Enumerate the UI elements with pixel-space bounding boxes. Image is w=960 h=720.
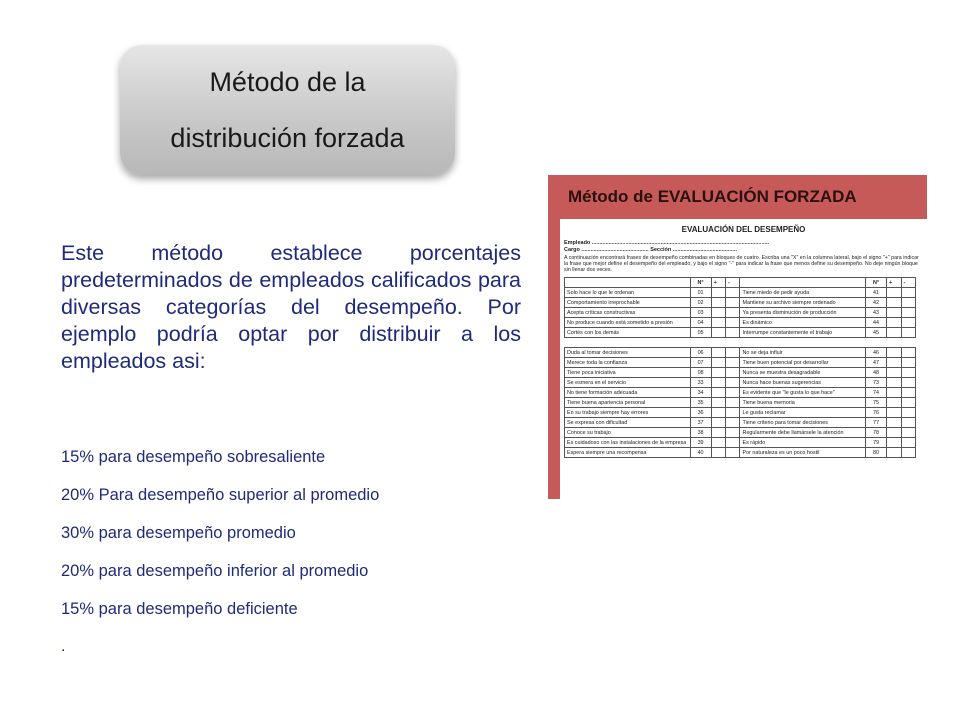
minus-cell bbox=[726, 368, 740, 378]
phrase-cell: Tiene poca iniciativa bbox=[565, 368, 691, 378]
minus-cell bbox=[901, 288, 915, 298]
minus-cell bbox=[901, 328, 915, 338]
plus-cell bbox=[711, 448, 725, 458]
phrase-cell: No se deja influir bbox=[740, 348, 866, 358]
table-row bbox=[565, 318, 916, 328]
phrase-cell: Nunca hace buenas sugerencias bbox=[740, 378, 866, 388]
number-cell: 34 bbox=[690, 388, 711, 398]
phrase-cell: Se esmera en el servicio bbox=[565, 378, 691, 388]
plus-cell bbox=[711, 318, 725, 328]
plus-cell bbox=[887, 368, 901, 378]
cargo-label: Cargo bbox=[564, 247, 580, 253]
phrase-cell: Comportamiento irreprochable bbox=[565, 298, 691, 308]
number-cell: 78 bbox=[866, 428, 887, 438]
phrase-cell: Ya presenta disminución de producción bbox=[740, 308, 866, 318]
minus-cell bbox=[726, 298, 740, 308]
minus-cell bbox=[726, 378, 740, 388]
number-cell: 05 bbox=[690, 328, 711, 338]
number-cell: 07 bbox=[690, 358, 711, 368]
minus-cell bbox=[726, 308, 740, 318]
empleado-row: Empleado .................................................................................................................... bbox=[564, 240, 770, 246]
title-line-1: Método de la bbox=[209, 67, 366, 97]
plus-cell bbox=[711, 328, 725, 338]
number-cell: 40 bbox=[690, 448, 711, 458]
table-row bbox=[565, 358, 916, 368]
number-cell: 80 bbox=[866, 448, 887, 458]
phrase-cell: Es cuidadoso con las instalaciones de la empresa bbox=[565, 438, 691, 448]
number-cell: 45 bbox=[866, 328, 887, 338]
number-cell: 03 bbox=[690, 308, 711, 318]
minus-cell bbox=[901, 348, 915, 358]
plus-cell bbox=[711, 428, 725, 438]
table-row bbox=[565, 408, 916, 418]
number-cell: 77 bbox=[866, 418, 887, 428]
table-row bbox=[565, 388, 916, 398]
phrase-cell: Tiene buen potencial por desarrollar bbox=[740, 358, 866, 368]
minus-cell bbox=[726, 408, 740, 418]
minus-cell bbox=[901, 358, 915, 368]
number-cell: 47 bbox=[866, 358, 887, 368]
spacer-cell bbox=[565, 338, 916, 348]
plus-cell bbox=[711, 368, 725, 378]
plus-cell bbox=[887, 378, 901, 388]
number-cell: 43 bbox=[866, 308, 887, 318]
number-cell: 79 bbox=[866, 438, 887, 448]
table-row bbox=[565, 448, 916, 458]
plus-cell bbox=[711, 438, 725, 448]
minus-cell bbox=[726, 398, 740, 408]
plus-cell bbox=[711, 408, 725, 418]
phrase-cell: Merece toda la confianza bbox=[565, 358, 691, 368]
minus-cell bbox=[901, 428, 915, 438]
seccion-label: Sección bbox=[650, 247, 672, 253]
minus-cell bbox=[901, 398, 915, 408]
table-row bbox=[565, 368, 916, 378]
minus-cell bbox=[901, 308, 915, 318]
phrase-cell: Regularmente debe llamársele la atención bbox=[740, 428, 866, 438]
cargo-row: Cargo ............................................ Sección .......................................... bbox=[564, 247, 737, 253]
title-line-2: distribución forzada bbox=[170, 123, 405, 153]
table-row bbox=[565, 288, 916, 298]
list-item: 15% para desempeño deficiente bbox=[61, 600, 298, 618]
number-cell: 35 bbox=[690, 398, 711, 408]
number-cell: 01 bbox=[690, 288, 711, 298]
intro-paragraph: Este método establece porcentajes predeterminados de empleados calificados para diversas categorías del desempeño. Por ejemplo podría optar por distribuir a los empleados asi: bbox=[61, 241, 521, 373]
number-cell: 76 bbox=[866, 408, 887, 418]
instructions: A continuación encontrará frases de desempeño combinadas en bloques de cuatro. Escriba una "X" en la columna lateral, bajo el signo "+" para indicar la frase que mejor define el desempeño del empleado, y bajo el signo "-" para indicar la frase que menos define su desempeño. No deje ningún bloque sin llenar dos veces. bbox=[564, 255, 919, 273]
plus-cell bbox=[887, 408, 901, 418]
minus-cell bbox=[726, 288, 740, 298]
minus-cell bbox=[901, 318, 915, 328]
minus-cell bbox=[901, 418, 915, 428]
table-row bbox=[565, 418, 916, 428]
table-row bbox=[565, 298, 916, 308]
plus-cell bbox=[887, 438, 901, 448]
table-header-row bbox=[565, 278, 916, 288]
title-box bbox=[120, 45, 455, 175]
form-header: Método de EVALUACIÓN FORZADA bbox=[568, 187, 857, 206]
evaluation-sheet bbox=[560, 219, 927, 499]
sheet-title: EVALUACIÓN DEL DESEMPEÑO bbox=[681, 225, 806, 234]
header-cell: N° bbox=[866, 278, 887, 288]
number-cell: 75 bbox=[866, 398, 887, 408]
minus-cell bbox=[726, 428, 740, 438]
phrase-cell: Por naturaleza es un poco hostil bbox=[740, 448, 866, 458]
table-row bbox=[565, 438, 916, 448]
phrase-cell: No tiene formación adecuada bbox=[565, 388, 691, 398]
number-cell: 04 bbox=[690, 318, 711, 328]
evaluation-table bbox=[564, 277, 916, 458]
minus-cell bbox=[901, 438, 915, 448]
minus-cell bbox=[901, 298, 915, 308]
plus-cell bbox=[711, 378, 725, 388]
number-cell: 08 bbox=[690, 368, 711, 378]
phrase-cell: Es rápido bbox=[740, 438, 866, 448]
plus-cell bbox=[711, 358, 725, 368]
minus-cell bbox=[726, 448, 740, 458]
plus-cell bbox=[711, 308, 725, 318]
phrase-cell: En su trabajo siempre hay errores bbox=[565, 408, 691, 418]
plus-cell bbox=[711, 288, 725, 298]
plus-cell bbox=[887, 318, 901, 328]
plus-cell bbox=[711, 418, 725, 428]
header-cell bbox=[565, 278, 691, 288]
minus-cell bbox=[901, 368, 915, 378]
number-cell: 38 bbox=[690, 428, 711, 438]
phrase-cell: Nunca se muestra desagradable bbox=[740, 368, 866, 378]
plus-cell bbox=[887, 348, 901, 358]
number-cell: 41 bbox=[866, 288, 887, 298]
table-row bbox=[565, 308, 916, 318]
plus-cell bbox=[887, 418, 901, 428]
plus-cell bbox=[711, 398, 725, 408]
number-cell: 46 bbox=[866, 348, 887, 358]
phrase-cell: Interrumpe constantemente el trabajo bbox=[740, 328, 866, 338]
minus-cell bbox=[726, 388, 740, 398]
plus-cell bbox=[887, 398, 901, 408]
phrase-cell: Es dinámico bbox=[740, 318, 866, 328]
phrase-cell: Cortés con los demás bbox=[565, 328, 691, 338]
header-cell: - bbox=[901, 278, 915, 288]
trailing-dot: . bbox=[61, 638, 66, 655]
plus-cell bbox=[887, 358, 901, 368]
plus-cell bbox=[711, 298, 725, 308]
minus-cell bbox=[901, 378, 915, 388]
table-row bbox=[565, 348, 916, 358]
phrase-cell: Mantiene su archivo siempre ordenado bbox=[740, 298, 866, 308]
number-cell: 74 bbox=[866, 388, 887, 398]
phrase-cell: Tiene buena memoria bbox=[740, 398, 866, 408]
number-cell: 36 bbox=[690, 408, 711, 418]
phrase-cell: Tiene buena apariencia personal bbox=[565, 398, 691, 408]
table-row bbox=[565, 398, 916, 408]
phrase-cell: Solo hace lo que le ordenan bbox=[565, 288, 691, 298]
number-cell: 44 bbox=[866, 318, 887, 328]
list-item: 15% para desempeño sobresaliente bbox=[61, 448, 326, 466]
table-row bbox=[565, 378, 916, 388]
number-cell: 02 bbox=[690, 298, 711, 308]
phrase-cell: Le gusta reclamar bbox=[740, 408, 866, 418]
phrase-cell: Es evidente que "le gusta lo que hace" bbox=[740, 388, 866, 398]
phrase-cell: Conoce su trabajo bbox=[565, 428, 691, 438]
minus-cell bbox=[901, 388, 915, 398]
plus-cell bbox=[887, 298, 901, 308]
minus-cell bbox=[726, 358, 740, 368]
phrase-cell: Tiene miedo de pedir ayuda bbox=[740, 288, 866, 298]
number-cell: 73 bbox=[866, 378, 887, 388]
plus-cell bbox=[887, 328, 901, 338]
phrase-cell: Se expresa con dificultad bbox=[565, 418, 691, 428]
minus-cell bbox=[726, 328, 740, 338]
empleado-label: Empleado bbox=[564, 240, 591, 246]
plus-cell bbox=[887, 308, 901, 318]
number-cell: 39 bbox=[690, 438, 711, 448]
plus-cell bbox=[887, 428, 901, 438]
header-cell: + bbox=[711, 278, 725, 288]
phrase-cell: Acepta críticas constructivas bbox=[565, 308, 691, 318]
table-row bbox=[565, 428, 916, 438]
phrase-cell: No produce cuando está sometido a presión bbox=[565, 318, 691, 328]
header-cell: N° bbox=[690, 278, 711, 288]
minus-cell bbox=[726, 348, 740, 358]
phrase-cell: Espera siempre una recompensa bbox=[565, 448, 691, 458]
plus-cell bbox=[711, 348, 725, 358]
plus-cell bbox=[887, 288, 901, 298]
header-cell: - bbox=[726, 278, 740, 288]
minus-cell bbox=[901, 448, 915, 458]
number-cell: 42 bbox=[866, 298, 887, 308]
minus-cell bbox=[726, 318, 740, 328]
list-item: 20% para desempeño inferior al promedio bbox=[61, 562, 369, 580]
minus-cell bbox=[726, 438, 740, 448]
number-cell: 33 bbox=[690, 378, 711, 388]
minus-cell bbox=[726, 418, 740, 428]
minus-cell bbox=[901, 408, 915, 418]
phrase-cell: Duda al tomar decisiones bbox=[565, 348, 691, 358]
plus-cell bbox=[887, 388, 901, 398]
number-cell: 48 bbox=[866, 368, 887, 378]
table-row bbox=[565, 328, 916, 338]
block-spacer bbox=[565, 338, 916, 348]
number-cell: 06 bbox=[690, 348, 711, 358]
number-cell: 37 bbox=[690, 418, 711, 428]
header-cell bbox=[740, 278, 866, 288]
plus-cell bbox=[711, 388, 725, 398]
forced-evaluation-form-image bbox=[548, 175, 927, 499]
header-cell: + bbox=[887, 278, 901, 288]
distribution-list bbox=[61, 442, 379, 632]
phrase-cell: Tiene criterio para tomar decisiones bbox=[740, 418, 866, 428]
list-item: 30% para desempeño promedio bbox=[61, 524, 296, 542]
list-item: 20% Para desempeño superior al promedio bbox=[61, 486, 380, 504]
plus-cell bbox=[887, 448, 901, 458]
